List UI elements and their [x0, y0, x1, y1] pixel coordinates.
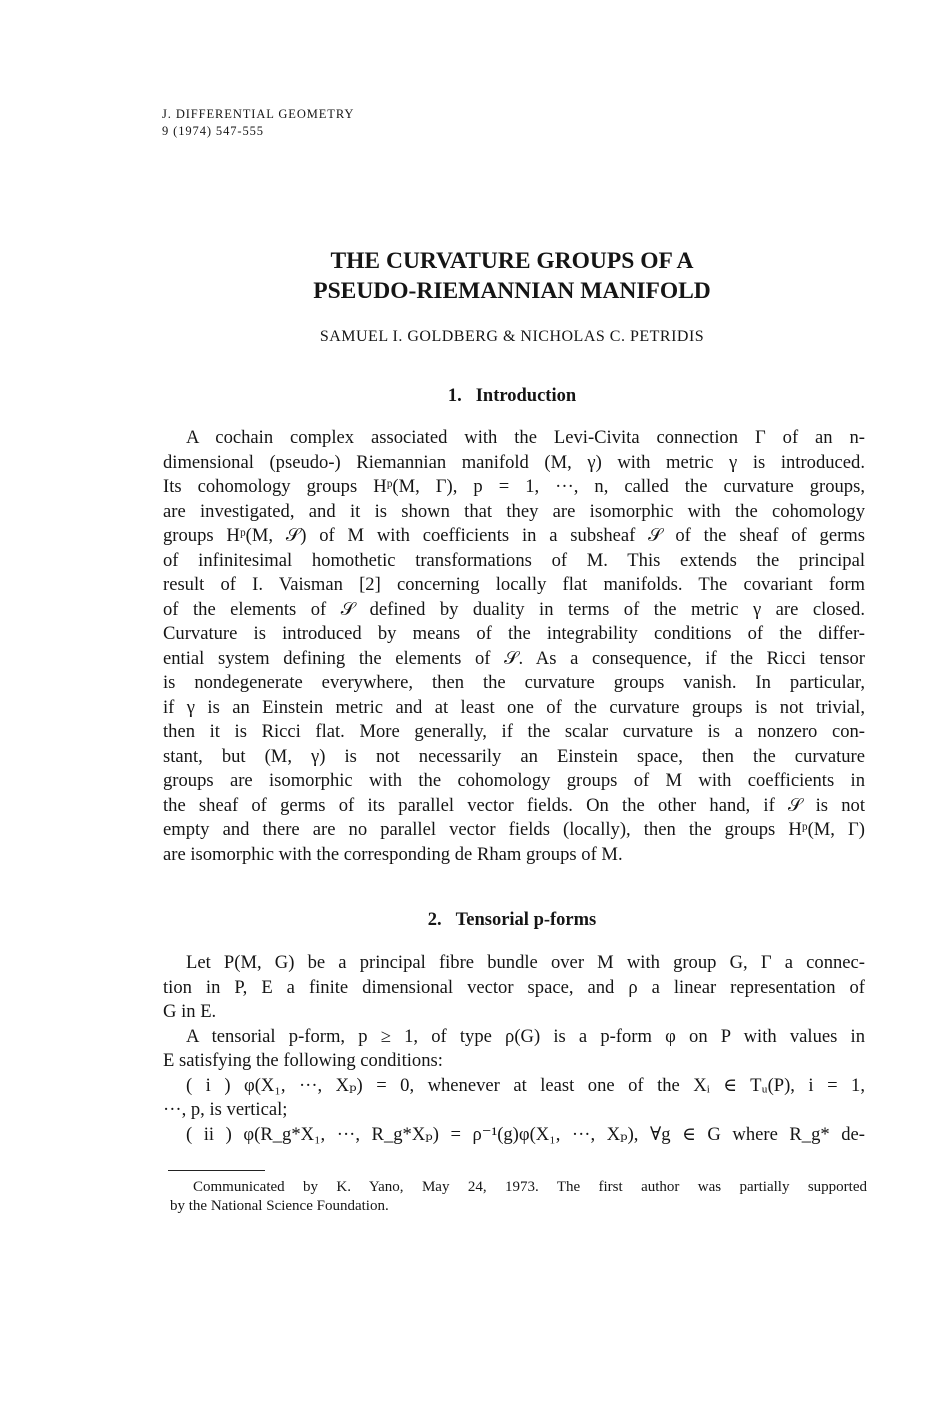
- text-line: G in E.: [163, 1001, 217, 1022]
- text-line: A cochain complex associated with the Levi-Civita connection Γ of an n-: [186, 427, 865, 448]
- footnote-line: Communicated by K. Yano, May 24, 1973. The first author was partially supported: [193, 1179, 867, 1195]
- section-1-heading: [0, 386, 944, 407]
- journal-header: [162, 106, 354, 140]
- text-line: ( ii ) φ(R_g*X₁, ···, R_g*Xₚ) = ρ⁻¹(g)φ(X₁, ···, Xₚ), ∀g ∈ G where R_g* de-: [186, 1123, 865, 1145]
- paper-title: [0, 246, 944, 306]
- text-line: of the elements of 𝒮 defined by duality in terms of the metric γ are closed.: [163, 598, 865, 620]
- authors: SAMUEL I. GOLDBERG & NICHOLAS C. PETRIDIS: [319, 328, 705, 345]
- text-line: groups are isomorphic with the cohomology groups of M with coefficients in: [163, 770, 865, 791]
- text-line: E satisfying the following conditions:: [163, 1050, 443, 1071]
- journal-issue: 9 (1974) 547-555: [162, 124, 264, 138]
- text-line: dimensional (pseudo-) Riemannian manifold (M, γ) with metric γ is introduced.: [163, 451, 865, 473]
- text-line: is nondegenerate everywhere, then the curvature groups vanish. In particular,: [163, 672, 865, 693]
- journal-name: J. DIFFERENTIAL GEOMETRY: [162, 107, 355, 121]
- section-1-title: Introduction: [475, 386, 577, 406]
- text-line: A tensorial p-form, p ≥ 1, of type ρ(G) is a p-form φ on P with values in: [186, 1025, 865, 1047]
- title-line-1: THE CURVATURE GROUPS OF A: [330, 248, 694, 274]
- text-line: of infinitesimal homothetic transformations of M. This extends the principal: [163, 549, 865, 571]
- text-line: are isomorphic with the corresponding de Rham groups of M.: [163, 843, 623, 865]
- footnote: [170, 1178, 867, 1215]
- section-1-number: 1.: [447, 386, 462, 406]
- text-line: the sheaf of germs of its parallel vector fields. On the other hand, if 𝒮 is not: [163, 794, 865, 816]
- text-line: ···, p, is vertical;: [163, 1099, 288, 1120]
- text-line: result of I. Vaisman [2] concerning locally flat manifolds. The covariant form: [163, 574, 865, 595]
- text-line: tion in P, E a finite dimensional vector space, and ρ a linear representation of: [163, 976, 865, 998]
- footnote-line: by the National Science Foundation.: [170, 1197, 389, 1214]
- title-line-2: PSEUDO-RIEMANNIAN MANIFOLD: [313, 278, 711, 304]
- section-1-body: [163, 426, 865, 867]
- text-line: ( i ) φ(X₁, ···, Xₚ) = 0, whenever at least one of the Xᵢ ∈ Tᵤ(P), i = 1,: [186, 1074, 865, 1096]
- section-2-heading: [0, 910, 944, 931]
- text-line: then it is Ricci flat. More generally, if the scalar curvature is a nonzero con-: [163, 721, 865, 742]
- text-line: ential system defining the elements of 𝒮. As a consequence, if the Ricci tensor: [163, 647, 865, 669]
- text-line: Its cohomology groups Hᵖ(M, Γ), p = 1, ···, n, called the curvature groups,: [163, 476, 865, 497]
- section-2-title: Tensorial p-forms: [455, 910, 597, 930]
- text-line: if γ is an Einstein metric and at least one of the curvature groups is not trivial,: [163, 696, 865, 718]
- text-line: are investigated, and it is shown that they are isomorphic with the cohomology: [163, 500, 865, 522]
- text-line: empty and there are no parallel vector fields (locally), then the groups Hᵖ(M, Γ): [163, 819, 865, 840]
- text-line: groups Hᵖ(M, 𝒮) of M with coefficients in a subsheaf 𝒮 of the sheaf of germs: [163, 525, 865, 546]
- section-2-body: [163, 951, 865, 1147]
- section-2-number: 2.: [427, 910, 442, 930]
- text-line: Curvature is introduced by means of the integrability conditions of the differ-: [163, 623, 865, 644]
- text-line: stant, but (M, γ) is not necessarily an Einstein space, then the curvature: [163, 745, 865, 767]
- text-line: Let P(M, G) be a principal fibre bundle over M with group G, Γ a connec-: [186, 952, 865, 973]
- footnote-rule: [168, 1170, 265, 1171]
